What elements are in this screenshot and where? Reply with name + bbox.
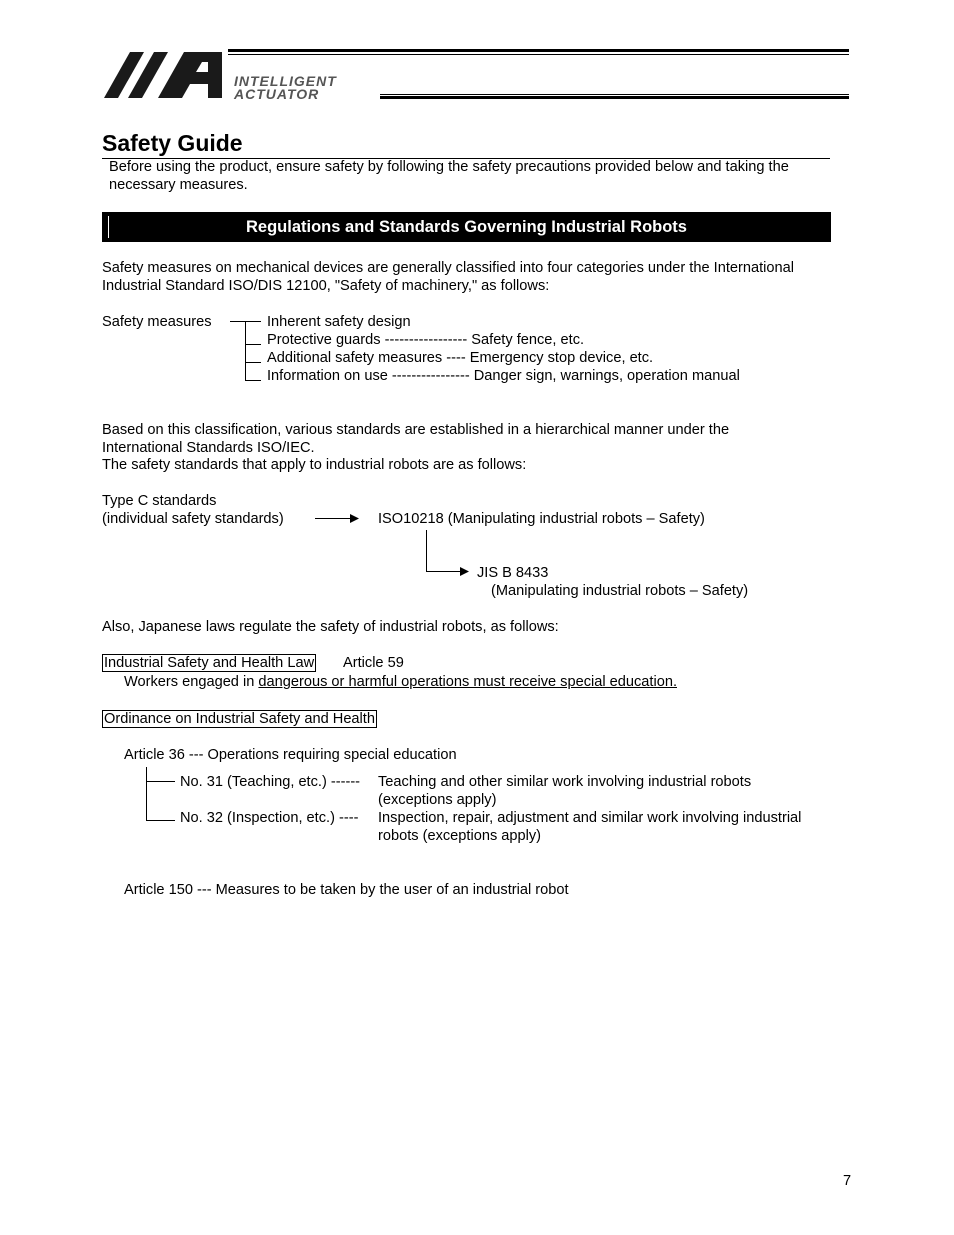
measures-tree-branch	[245, 344, 261, 345]
logo-text-actuator: ACTUATOR	[234, 86, 320, 102]
law1-name	[102, 654, 316, 672]
para2-line1: Based on this classification, various standards are established in a hierarchical manner under the	[102, 422, 730, 438]
header-rule-bottom-thin	[380, 94, 849, 95]
measures-tree-branch	[245, 362, 261, 363]
no32-text: Inspection, repair, adjustment and similar work involving industrial	[378, 810, 802, 826]
iso-standard: ISO10218 (Manipulating industrial robots – Safety)	[378, 511, 705, 527]
article150: Article 150 --- Measures to be taken by the user of an industrial robot	[124, 882, 569, 898]
measures-item: Additional safety measures ---- Emergency stop device, etc.	[267, 350, 654, 366]
law1-text-plain: Workers engaged in	[124, 674, 259, 690]
section-heading: Regulations and Standards Governing Industrial Robots	[246, 218, 687, 236]
law1-article: Article 59	[343, 655, 404, 671]
type-c-label: Type C standards	[102, 493, 217, 509]
type-c-sublabel: (individual safety standards)	[102, 511, 284, 527]
measures-tree-trunk	[245, 321, 246, 380]
logo-text-intelligent: INTELLIGENT	[234, 73, 337, 89]
article36-tree-branch	[146, 820, 175, 821]
para3: Also, Japanese laws regulate the safety of industrial robots, as follows:	[102, 619, 559, 635]
header-rule-top-thick	[228, 49, 849, 52]
para1-line2: Industrial Standard ISO/DIS 12100, "Safety of machinery," as follows:	[102, 278, 550, 294]
jis-connector-horizontal	[426, 571, 462, 572]
no31-text-cont: (exceptions apply)	[378, 792, 497, 808]
page-title: Safety Guide	[102, 130, 243, 156]
para1-line1: Safety measures on mechanical devices are generally classified into four categories under the International	[102, 260, 794, 276]
measures-tree-branch	[245, 380, 261, 381]
jis-standard: JIS B 8433	[477, 565, 549, 581]
jis-connector-vertical	[426, 530, 427, 572]
law2-name	[102, 710, 377, 728]
header-rule-top-thin	[228, 54, 849, 55]
law1-text	[124, 673, 677, 691]
measures-root-label: Safety measures	[102, 314, 212, 330]
law1-name-box: Industrial Safety and Health Law	[104, 655, 315, 671]
article36: Article 36 --- Operations requiring special education	[124, 747, 457, 763]
arrow-head-icon	[350, 514, 359, 523]
measures-item: Protective guards ----------------- Safety fence, etc.	[267, 332, 585, 348]
para2-line3: The safety standards that apply to industrial robots are as follows:	[102, 457, 527, 473]
article36-tree-trunk	[146, 767, 147, 821]
no32-text-cont: robots (exceptions apply)	[378, 828, 542, 844]
arrow-head-icon	[460, 567, 469, 576]
law1-text-underlined: dangerous or harmful operations must receive special education.	[258, 674, 677, 690]
no31-label: No. 31 (Teaching, etc.) ------	[180, 774, 361, 790]
page-number: 7	[843, 1173, 852, 1189]
no32-label: No. 32 (Inspection, etc.) ----	[180, 810, 359, 826]
article36-tree-branch	[146, 781, 175, 782]
para2-line2: International Standards ISO/IEC.	[102, 440, 315, 456]
law2-name-box: Ordinance on Industrial Safety and Health	[104, 711, 375, 727]
measures-item: Inherent safety design	[267, 314, 411, 330]
header-rule-bottom-thick	[380, 96, 849, 99]
iai-logo-icon	[104, 50, 226, 100]
arrow-line	[315, 518, 352, 519]
measures-item: Information on use ---------------- Danger sign, warnings, operation manual	[267, 368, 740, 384]
intro-text: Before using the product, ensure safety by following the safety precautions provided below and taking the necessary measures.	[109, 159, 789, 193]
jis-standard-sub: (Manipulating industrial robots – Safety)	[491, 583, 749, 599]
no31-text: Teaching and other similar work involving industrial robots	[378, 774, 752, 790]
